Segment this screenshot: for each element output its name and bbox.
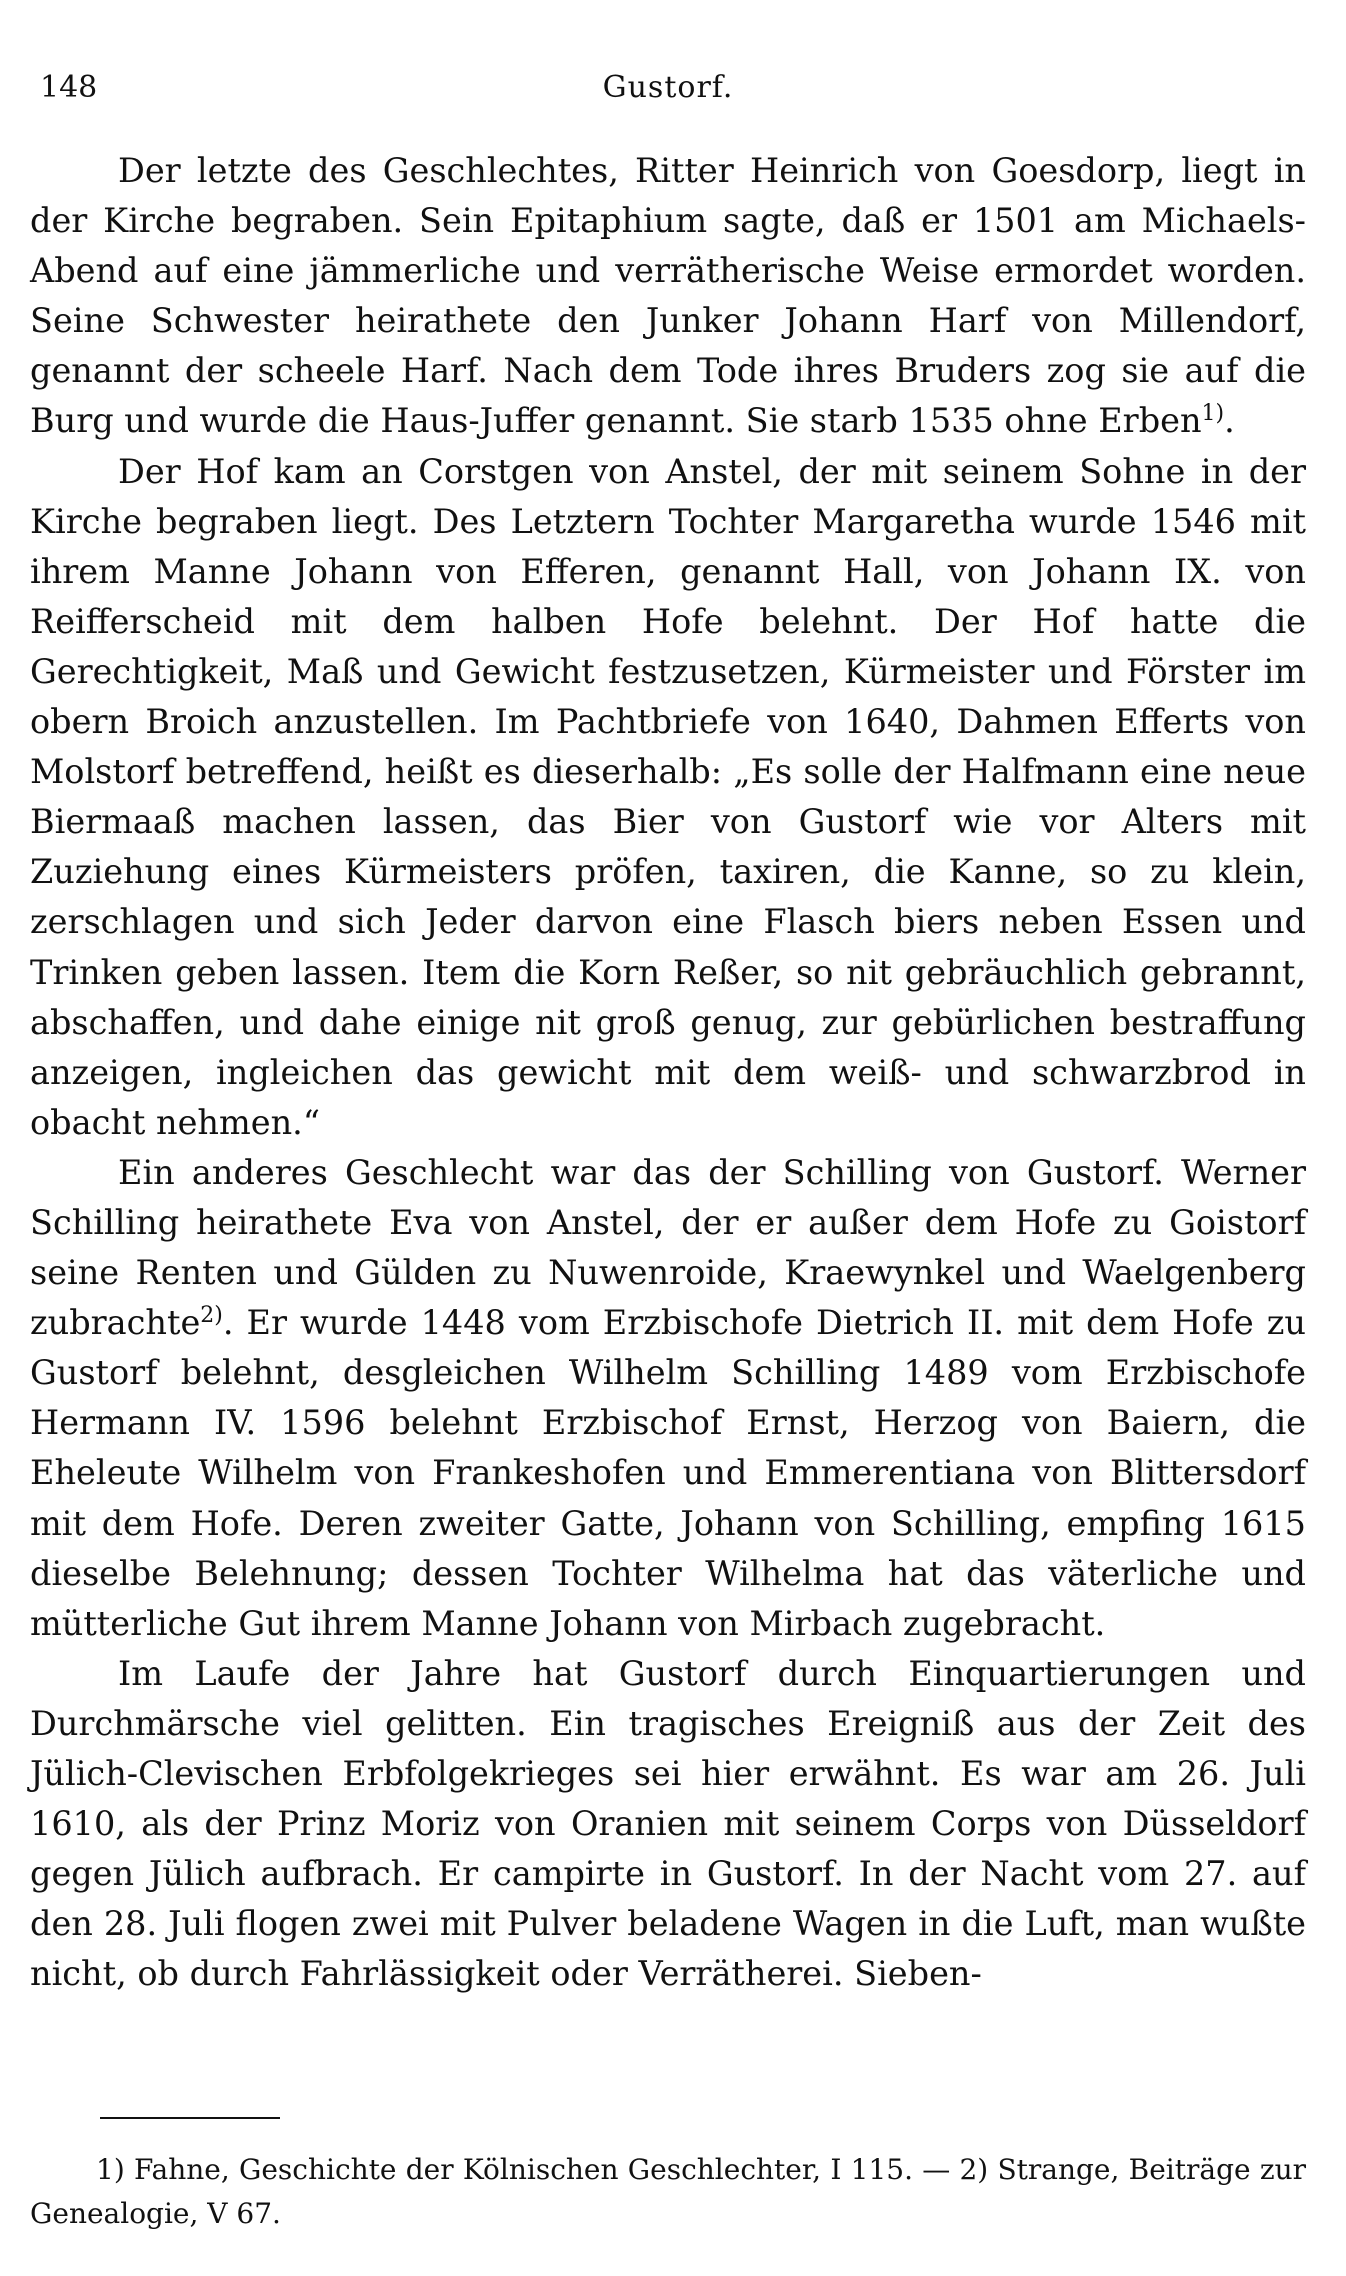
page-number: 148 xyxy=(40,70,98,105)
text-run: Der letzte des Geschlechtes, Ritter Heinrich von Goesdorp, liegt in der Kirche begraben. Sein Epitaphium sagte, daß er 1501 am Michaels-Abend auf eine jämmerliche und verrätherische Weise ermordet worden. Seine Schwester heirathete den Junker Johann Harf von Millendorf, genannt der scheele Harf. Nach dem Tode ihres Bruders zog sie auf die Burg und wurde die Haus-Juffer genannt. Sie starb 1535 ohne Erben xyxy=(30,151,1306,441)
running-head: Gustorf. xyxy=(602,70,734,105)
text-run: Der Hof kam an Corstgen von Anstel, der mit seinem Sohne in der Kirche begraben liegt. Des Letztern Tochter Margaretha wurde 1546 mit ihrem Manne Johann von Efferen, genannt Hall, von Johann IX. von Reifferscheid mit dem halben Hofe belehnt. Der Hof hatte die Gerechtigkeit, Maß und Gewicht festzusetzen, Kürmeister und Förster im obern Broich anzustellen. Im Pachtbriefe von 1640, Dahmen Efferts von Molstorf betreffend, heißt es dieserhalb: „Es solle der Halfmann eine neue Biermaaß machen lassen, das Bier von Gustorf wie vor Alters mit Zuziehung eines Kürmeisters pröfen, taxiren, die Kanne, so zu klein, zerschlagen und sich Jeder darvon eine Flasch biers neben Essen und Trinken geben lassen. Item die Korn Reßer, so nit gebräuchlich gebrannt, abschaffen, und dahe einige nit groß genug, zur gebürlichen bestraffung anzeigen, ingleichen das gewicht mit dem weiß- und schwarzbrod in obacht nehmen.“ xyxy=(30,451,1306,1142)
text-run: Im Laufe der Jahre hat Gustorf durch Einquartierungen und Durchmärsche viel gelitten. Ein tragisches Ereigniß aus der Zeit des Jülich-Clevischen Erbfolgekrieges sei hier erwähnt. Es war am 26. Juli 1610, als der Prinz Moriz von Oranien mit seinem Corps von Düsseldorf gegen Jülich aufbrach. Er campirte in Gustorf. In der Nacht vom 27. auf den 28. Juli flogen zwei mit Pulver beladene Wagen in die Luft, man wußte nicht, ob durch Fahrlässigkeit oder Verrätherei. Sieben- xyxy=(30,1653,1306,1994)
footnotes xyxy=(30,2148,1306,2236)
page-header xyxy=(30,70,1306,126)
paragraph xyxy=(30,1148,1306,1649)
footnote-marker: 1) xyxy=(1201,401,1225,427)
footnote: 1) Fahne, Geschichte der Kölnischen Geschlechter, I 115. — 2) Strange, Beiträge zur Genealogie, V 67. xyxy=(30,2153,1306,2230)
text-run: Ein anderes Geschlecht war das der Schilling von Gustorf. Werner Schilling heirathete Eva von Anstel, der er außer dem Hofe zu Goistorf seine Renten und Gülden zu Nuwenroide, Kraewynkel und Waelgenberg zubrachte xyxy=(30,1152,1306,1343)
text-run: . xyxy=(1224,401,1235,441)
text-run: . Er wurde 1448 vom Erzbischofe Dietrich II. mit dem Hofe zu Gustorf belehnt, desgleichen Wilhelm Schilling 1489 vom Erzbischofe Hermann IV. 1596 belehnt Erzbischof Ernst, Herzog von Baiern, die Eheleute Wilhelm von Frankeshofen und Emmerentiana von Blittersdorf mit dem Hofe. Deren zweiter Gatte, Johann von Schilling, empfing 1615 dieselbe Belehnung; dessen Tochter Wilhelma hat das väterliche und mütterliche Gut ihrem Manne Johann von Mirbach zugebracht. xyxy=(30,1303,1306,1643)
footnote-divider xyxy=(100,2117,280,2119)
paragraph xyxy=(30,146,1306,447)
body-text xyxy=(30,146,1306,1999)
footnote-marker: 2) xyxy=(200,1303,223,1328)
paragraph xyxy=(30,447,1306,1148)
paragraph xyxy=(30,1649,1306,2000)
